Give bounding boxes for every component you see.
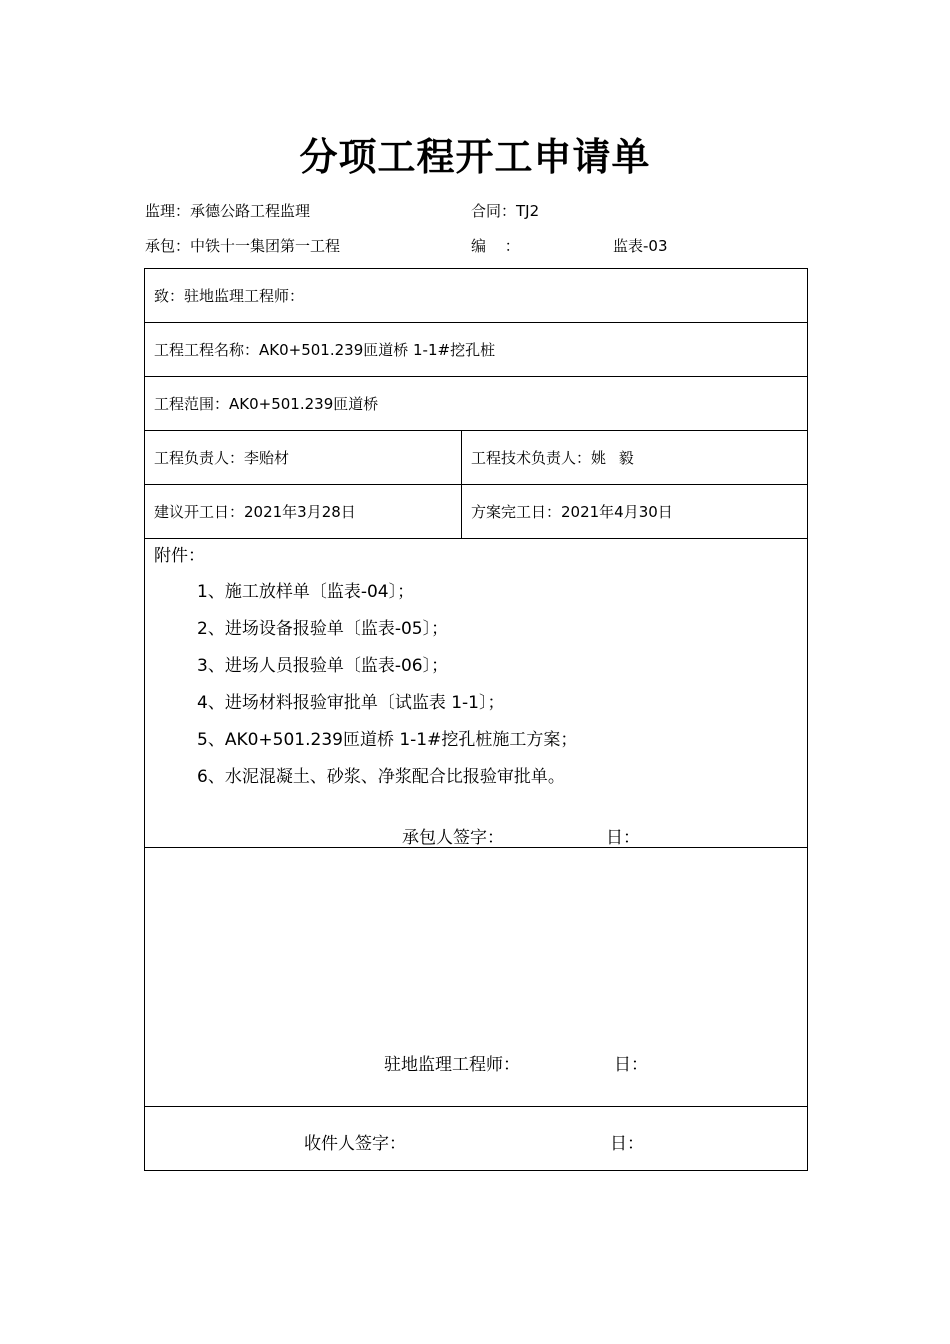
receiver-cell [145,1106,808,1170]
attachments-cell [145,539,808,847]
receiver-signature-label: 收件人签字： [304,1133,406,1154]
addressee-cell [145,269,808,323]
contract-text: 合同：TJ2 [471,202,540,220]
engineer-date-label: 日： [614,1054,648,1075]
project-scope-text: 工程范围：AK0+501.239匝道桥 [154,395,379,414]
application-form-table [144,268,808,1171]
engineer-signature-label: 驻地监理工程师： [384,1054,520,1075]
attachment-item: 5、AK0+501.239匝道桥 1-1#挖孔桩施工方案； [197,730,578,751]
planned-finish-text: 方案完工日：2021年4月30日 [471,503,673,522]
attachment-item: 1、施工放样单〔监表-04〕； [197,582,415,603]
project-name-text: 工程工程名称：AK0+501.239匝道桥 1-1#挖孔桩 [154,341,496,360]
engineer-approval-cell [145,847,808,1106]
form-code: 监表-03 [613,237,668,255]
contractor-text: 承包：中铁十一集团第一工程 [145,237,341,255]
tech-leader-cell [462,431,808,485]
planned-finish-cell [462,485,808,539]
page-title: 分项工程开工申请单 [299,134,651,179]
project-leader-text: 工程负责人：李贻材 [154,449,290,468]
supervisor-text: 监理：承德公路工程监理 [145,202,311,220]
project-leader-cell [145,431,462,485]
attachment-item: 3、进场人员报验单〔监表-06〕； [197,656,449,677]
contractor-signature-label: 承包人签字： [402,828,504,848]
tech-leader-text: 工程技术负责人：姚 毅 [471,449,634,468]
proposed-start-text: 建议开工日：2021年3月28日 [154,503,356,522]
project-scope-cell [145,377,808,431]
attachment-item: 2、进场设备报验单〔监表-05〕； [197,619,449,640]
proposed-start-cell [145,485,462,539]
attachment-item: 6、水泥混凝土、砂浆、净浆配合比报验审批单。 [197,767,565,788]
receiver-date-label: 日： [610,1133,644,1154]
contractor-date-label: 日： [606,828,640,848]
addressee-text: 致：驻地监理工程师： [154,287,305,306]
number-label: 编 ： [471,237,520,255]
attachments-label: 附件： [154,546,205,567]
project-name-cell [145,323,808,377]
attachment-item: 4、进场材料报验审批单〔试监表 1-1〕； [197,693,505,714]
